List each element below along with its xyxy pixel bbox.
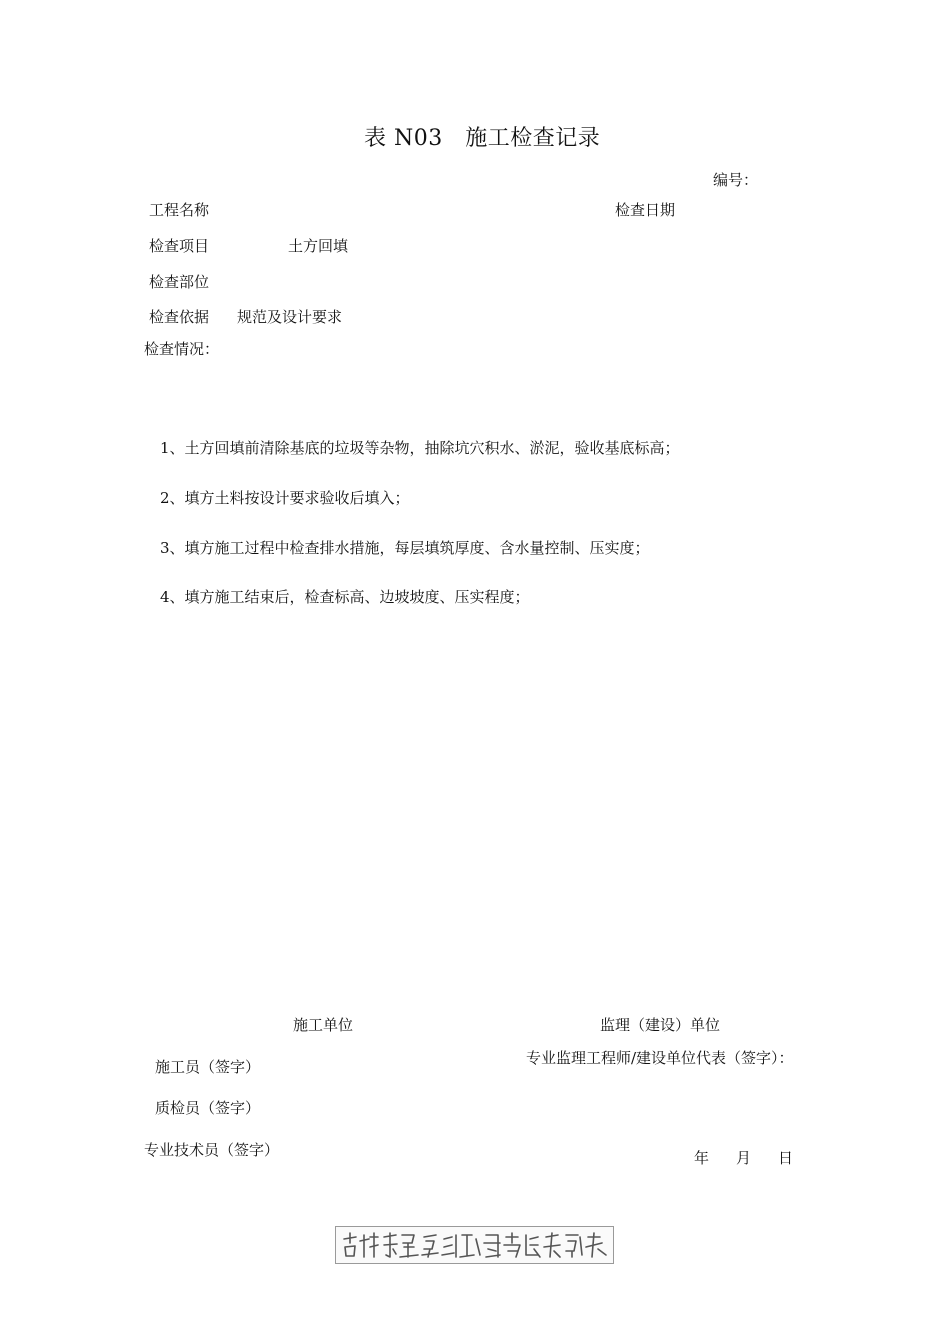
issuer-seal <box>335 1226 614 1264</box>
check-location-label: 检查部位 <box>149 273 210 291</box>
check-date-label: 检查日期 <box>615 201 676 219</box>
basis-label: 检查依据 <box>149 308 210 326</box>
basis-value: 规范及设计要求 <box>237 308 343 326</box>
supervisor-engineer-signature-label: 专业监理工程师/建设单位代表（签字）： <box>526 1049 794 1067</box>
inspection-heading: 检查情况： <box>144 340 220 358</box>
inspection-item: 1、土方回填前清除基底的垃圾等杂物，抽除坑穴积水、淤泥，验收基底标高； <box>160 439 680 457</box>
inspection-item: 3、填方施工过程中检查排水措施，每层填筑厚度、含水量控制、压实度； <box>160 539 650 557</box>
quality-inspector-signature-label: 质检员（签字） <box>155 1099 261 1117</box>
calligraphy-seal-icon <box>340 1229 610 1261</box>
date-year: 年 <box>694 1149 710 1167</box>
check-item-label: 检查项目 <box>149 237 210 255</box>
date-month: 月 <box>736 1149 752 1167</box>
inspection-item: 4、填方施工结束后，检查标高、边坡坡度、压实程度； <box>160 588 530 606</box>
supervisor-heading: 监理（建设）单位 <box>600 1016 721 1034</box>
technician-signature-label: 专业技术员（签字） <box>144 1141 280 1159</box>
constructor-signature-label: 施工员（签字） <box>155 1058 261 1076</box>
check-item-value: 土方回填 <box>288 237 349 255</box>
inspection-item: 2、填方土料按设计要求验收后填入； <box>160 489 410 507</box>
serial-number-label: 编号： <box>713 171 759 189</box>
date-day: 日 <box>778 1149 794 1167</box>
project-name-label: 工程名称 <box>149 201 210 219</box>
page-title: 表 N03 施工检查记录 <box>364 126 601 151</box>
contractor-heading: 施工单位 <box>293 1016 354 1034</box>
